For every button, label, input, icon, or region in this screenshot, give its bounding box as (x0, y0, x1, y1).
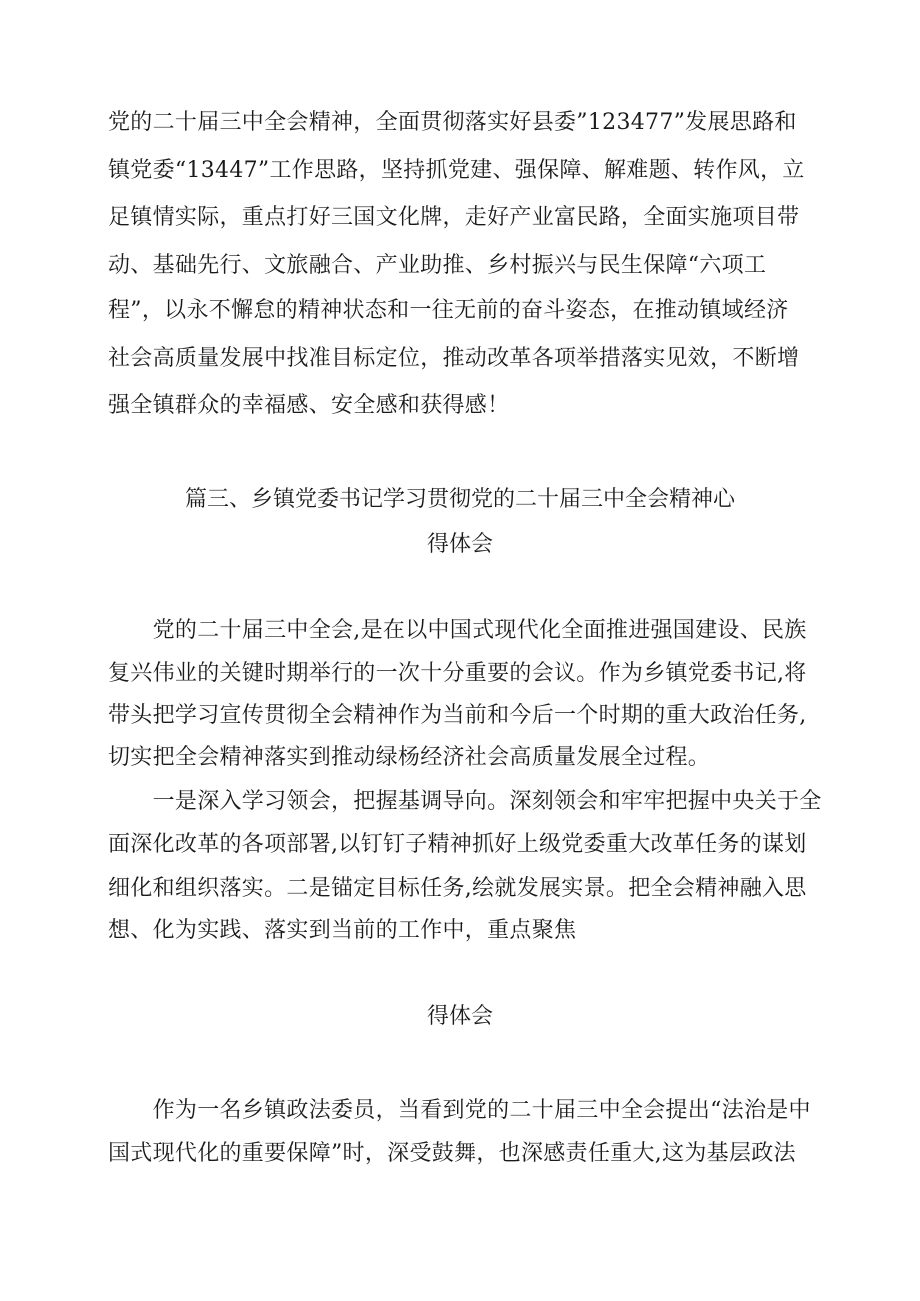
paragraph-line: 镇党委“13447”工作思路，坚持抓党建、强保障、解难题、转作风，立 (108, 158, 805, 183)
paragraph-line: 切实把全会精神落实到推动绿杨经济社会高质量发展全过程。 (108, 745, 711, 770)
section-title-continued: 得体会 (426, 532, 493, 557)
paragraph-line: 党的二十届三中全会,是在以中国式现代化全面推进强国建设、民族 (108, 618, 807, 643)
paragraph-line: 想、化为实践、落实到当前的工作中，重点聚焦 (108, 918, 577, 943)
paragraph-line: 一是深入学习领会，把握基调导向。深刻领会和牢牢把握中央关于全 (108, 789, 822, 814)
section-title: 篇三、乡镇党委书记学习贯彻党的二十届三中全会精神心 (184, 487, 735, 512)
paragraph-line: 细化和组织落实。二是锚定目标任务,绘就发展实景。把全会精神融入思 (108, 876, 807, 901)
paragraph-line: 作为一名乡镇政法委员，当看到党的二十届三中全会提出“法治是中 (108, 1098, 811, 1123)
paragraph-line: 复兴伟业的关键时期举行的一次十分重要的会议。作为乡镇党委书记,将 (108, 661, 807, 686)
paragraph-line: 带头把学习宣传贯彻全会精神作为当前和今后一个时期的重大政治任务, (108, 703, 807, 728)
paragraph-line: 社会高质量发展中找准目标定位，推动改革各项举措落实见效，不断增 (108, 346, 800, 371)
paragraph-line: 党的二十届三中全会精神，全面贯彻落实好县委”123477”发展思路和 (108, 110, 797, 135)
paragraph-line: 面深化改革的各项部署,以钉钉子精神抓好上级党委重大改革任务的谋划 (108, 832, 807, 857)
paragraph-line: 强全镇群众的幸福感、安全感和获得感！ (108, 393, 510, 418)
paragraph-line: 动、基础先行、文旅融合、产业助推、乡村振兴与民生保障“六项工 (108, 253, 767, 278)
section-title: 得体会 (426, 1004, 493, 1029)
paragraph-line: 程”，以永不懈怠的精神状态和一往无前的奋斗姿态，在推动镇域经济 (108, 298, 789, 323)
paragraph-line: 足镇情实际，重点打好三国文化牌，走好产业富民路，全面实施项目带 (108, 205, 800, 230)
paragraph-line: 国式现代化的重要保障”时，深受鼓舞，也深感责任重大,这为基层政法 (108, 1141, 796, 1166)
